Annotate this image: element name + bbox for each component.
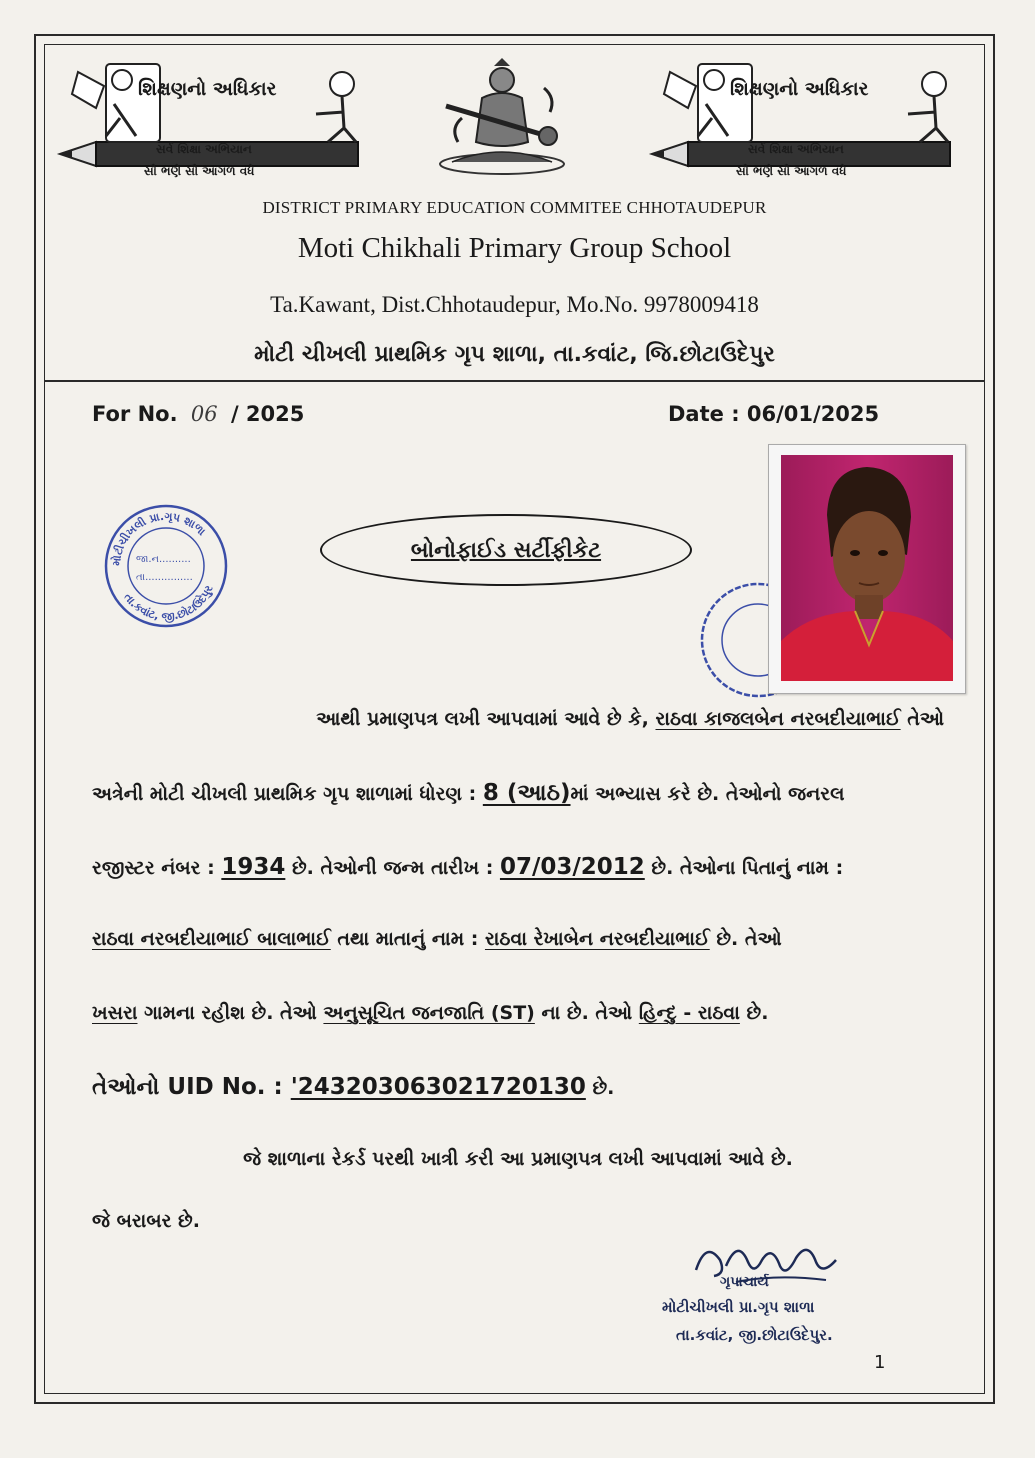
signatory-school: મોટીચીખલી પ્રા.ગૃપ શાળા — [662, 1298, 815, 1316]
body-text: રજીસ્ટર નંબર : — [92, 857, 222, 879]
body-text: છે. — [585, 1077, 615, 1099]
logo-title: શિક્ષણનો અધિકાર — [138, 78, 277, 100]
body-text: છે. તેઓના પિતાનું નામ : — [644, 857, 844, 879]
body-line-3 — [92, 854, 944, 880]
school-stamp-icon — [102, 502, 230, 630]
gujarati-address: મોટી ચીખલી પ્રાથમિક ગૃપ શાળા, તા.કવાંટ, જિ.છોટાઉદેપુર — [254, 342, 775, 367]
education-right-logo-left — [56, 56, 366, 186]
logo-title: શિક્ષણનો અધિકાર — [730, 78, 869, 100]
student-portrait-icon — [769, 445, 965, 693]
signatory-role: ગૃપાચાર્ય — [720, 1274, 769, 1290]
religion: હિન્દુ - રાઠવા — [638, 1002, 740, 1024]
stamp-text-top: મોટીચીખલી પ્રા.ગૃપ શાળા — [109, 509, 209, 567]
student-name: રાઠવા કાજલબેન નરબદીયાભાઈ — [655, 708, 901, 730]
logo-tagline: સૌ ભણે સૌ આગળ વધે — [736, 164, 847, 178]
date-value: 06/01/2025 — [746, 402, 880, 426]
header-divider — [44, 380, 985, 382]
register-number: 1934 — [221, 854, 286, 880]
stamp-field-number: જા.ન.......... — [136, 554, 191, 565]
school-name: Moti Chikhali Primary Group School — [297, 232, 732, 264]
certificate-title: બોનોફાઈડ સર્ટીફીકેટ — [410, 537, 602, 563]
saraswati-icon — [432, 58, 572, 176]
logo-tagline: સૌ ભણે સૌ આગળ વધે — [144, 164, 255, 178]
signatory-place: તા.કવાંટ, જી.છોટાઉદેપુર. — [676, 1326, 833, 1344]
issue-date — [668, 402, 879, 426]
category: અનુસૂચિત જનજાતિ (ST) — [323, 1002, 535, 1024]
body-line-7: જે શાળાના રેકર્ડ પરથી ખાત્રી કરી આ પ્રમાણપત્ર લખી આપવામાં આવે છે. — [243, 1148, 793, 1170]
body-text: માં અભ્યાસ કરે છે. તેઓનો જનરલ — [570, 783, 845, 805]
page-mark: 1 — [874, 1352, 886, 1373]
village: ખસરા — [92, 1002, 138, 1024]
body-line-4 — [92, 928, 944, 950]
for-number-value: 06 — [190, 402, 218, 426]
body-line-6 — [92, 1074, 944, 1100]
for-number-year: / 2025 — [230, 402, 305, 426]
school-address: Ta.Kawant, Dist.Chhotaudepur, Mo.No. 9978009418 — [270, 292, 759, 317]
standard: 8 (આઠ) — [482, 780, 571, 806]
body-text: અત્રેની મોટી ચીખલી પ્રાથમિક ગૃપ શાળામાં ધોરણ : — [92, 783, 483, 805]
body-text: છે. — [739, 1002, 769, 1024]
certificate-title-oval — [320, 514, 692, 586]
body-line-8: જે બરાબર છે. — [92, 1210, 200, 1232]
logo-subtitle: સર્વ શિક્ષા અભિયાન — [156, 142, 252, 156]
education-right-logo-right — [648, 56, 958, 186]
body-text: છે. તેઓની જન્મ તારીખ : — [285, 857, 500, 879]
mother-name: રાઠવા રેખાબેન નરબદીયાભાઈ — [484, 928, 710, 950]
body-text: તથા માતાનું નામ : — [330, 928, 485, 950]
uid-label: તેઓનો UID No. : — [92, 1074, 291, 1100]
for-number-label: For No. — [92, 402, 178, 426]
for-number — [92, 402, 304, 426]
stamp-field-date: તા............... — [136, 572, 193, 583]
district-committee-line: DISTRICT PRIMARY EDUCATION COMMITEE CHHOTAUDEPUR — [262, 198, 767, 217]
date-of-birth: 07/03/2012 — [499, 854, 645, 880]
logo-subtitle: સર્વ શિક્ષા અભિયાન — [748, 142, 844, 156]
date-label: Date : — [668, 402, 747, 426]
father-name: રાઠવા નરબદીયાભાઈ બાલાભાઈ — [92, 928, 331, 950]
body-text: તેઓ — [900, 708, 944, 730]
body-line-1 — [92, 708, 944, 730]
body-text: આથી પ્રમાણપત્ર લખી આપવામાં આવે છે કે, — [316, 708, 656, 730]
stamp-text-bottom: તા.કવાંટ, જી.છોટાઉદેપુર — [121, 583, 216, 624]
body-line-5 — [92, 1002, 944, 1024]
uid-number: '243203063021720130 — [290, 1074, 586, 1100]
body-text: છે. તેઓ — [709, 928, 782, 950]
student-photo — [768, 444, 966, 694]
body-text: ના છે. તેઓ — [534, 1002, 639, 1024]
certificate-page — [34, 34, 995, 1404]
body-text: ગામના રહીશ છે. તેઓ — [137, 1002, 324, 1024]
body-line-2 — [92, 780, 944, 806]
